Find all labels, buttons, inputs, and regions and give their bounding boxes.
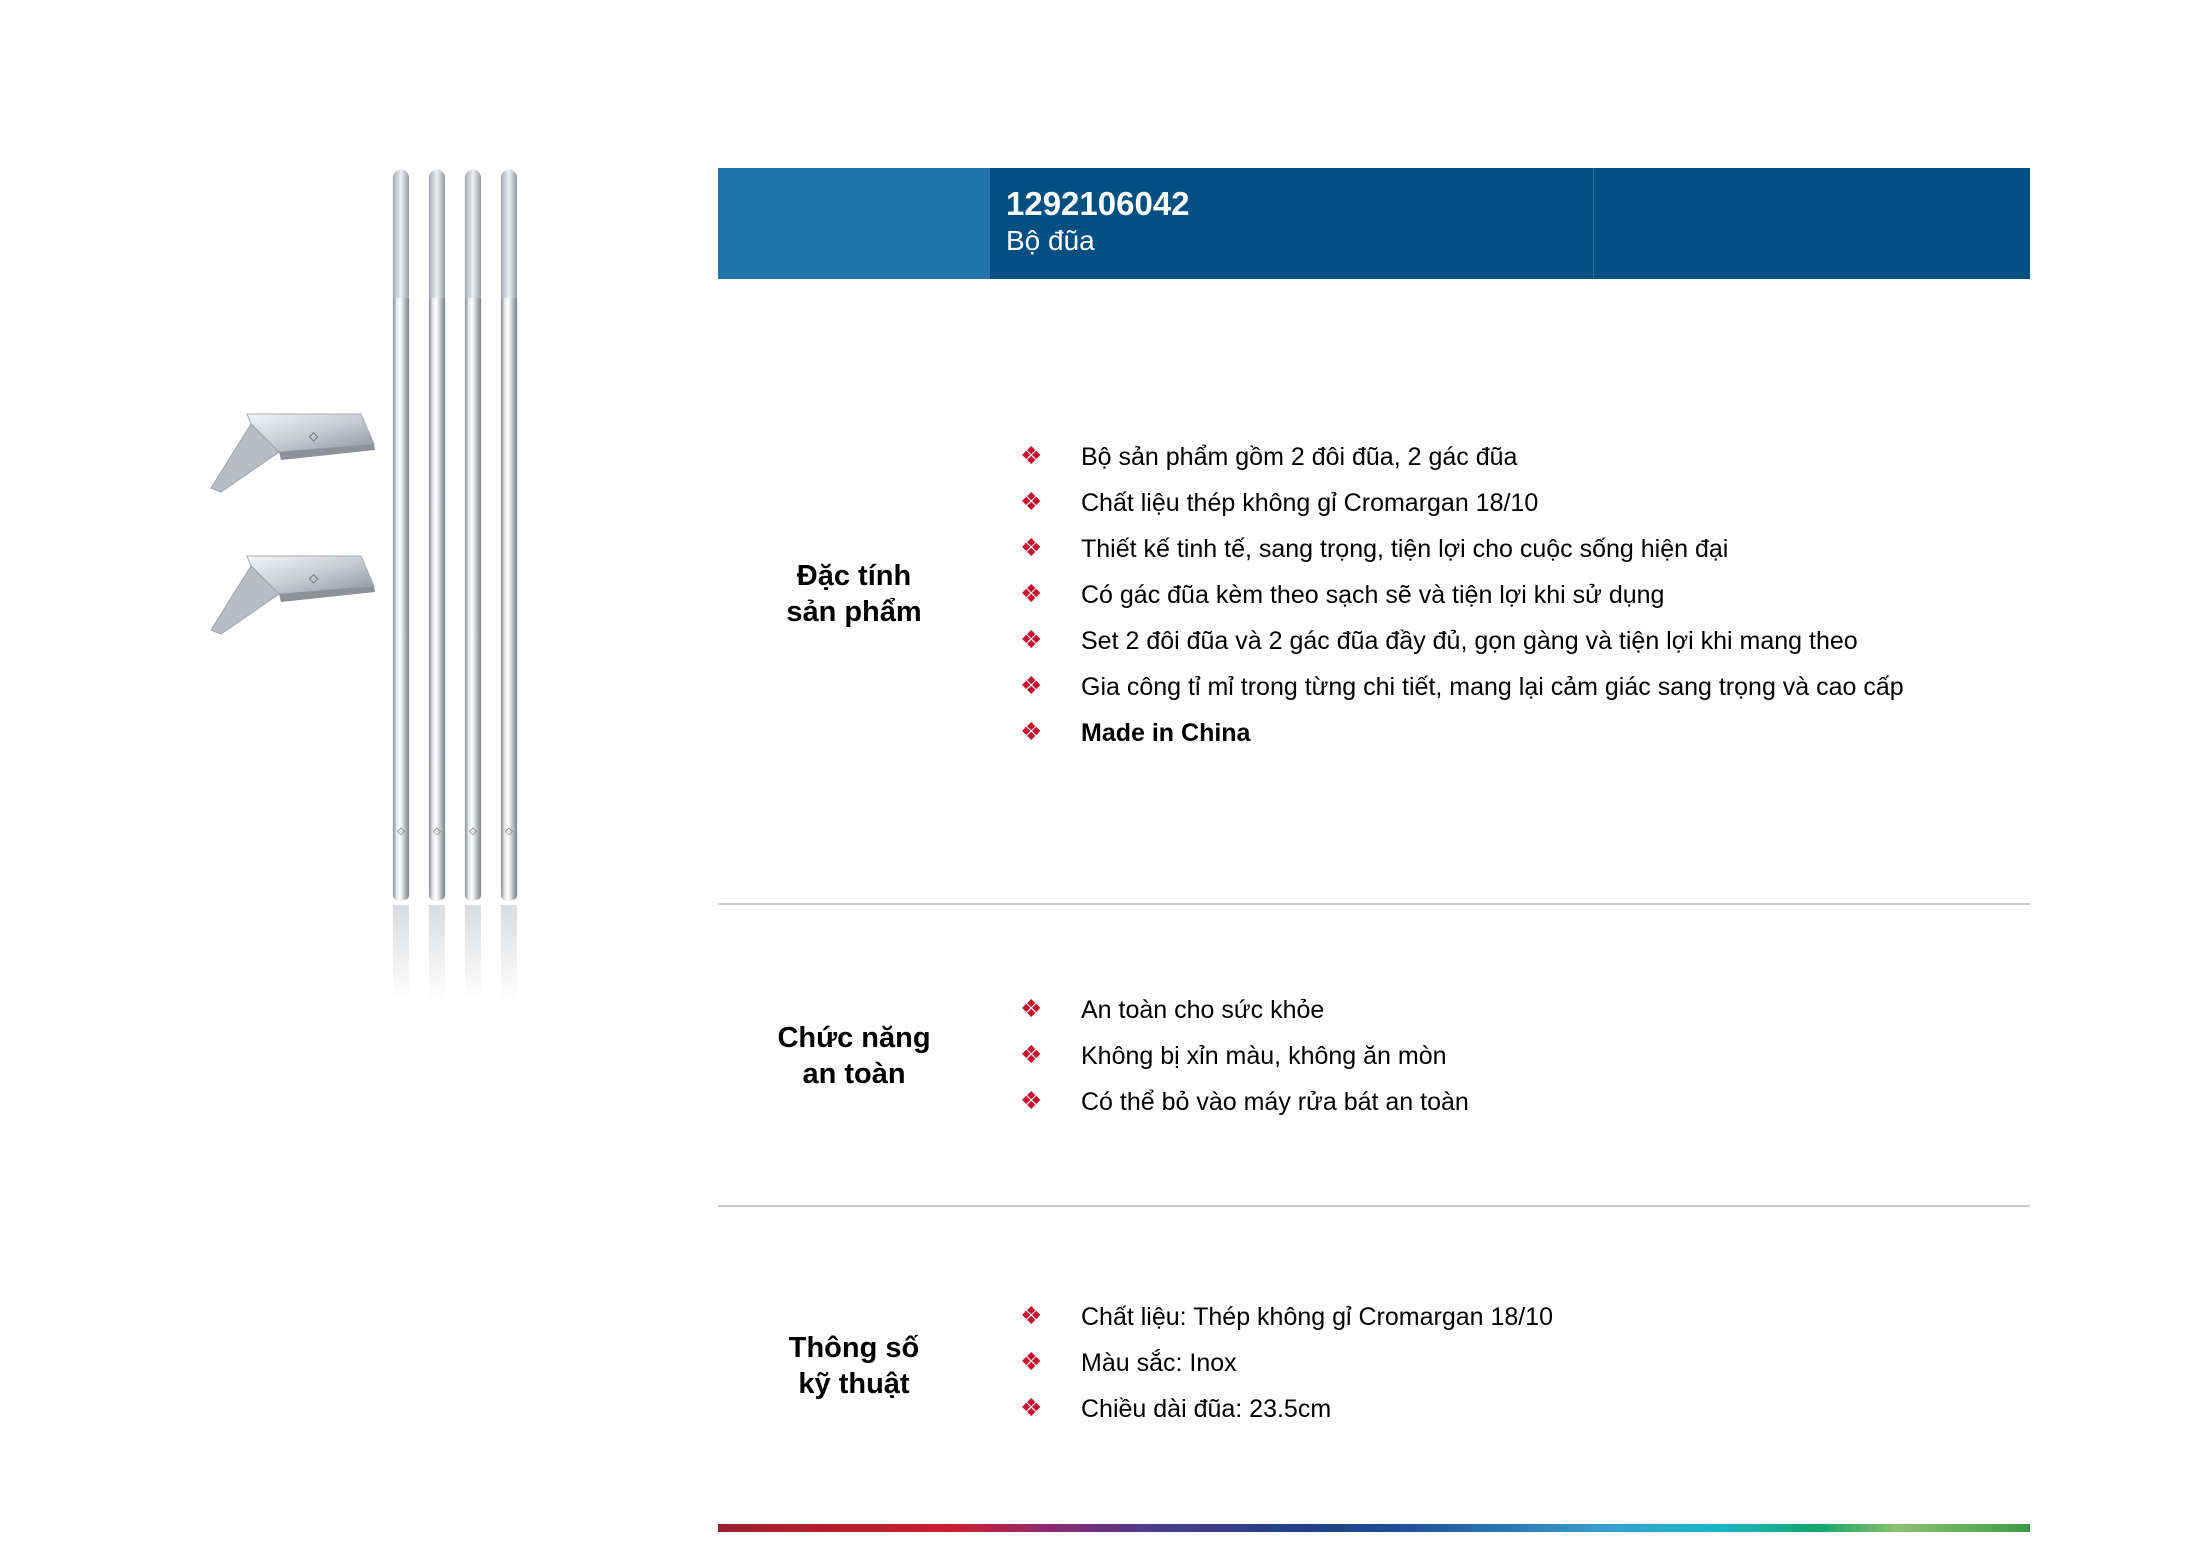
list-item: ❖ Gia công tỉ mỉ trong từng chi tiết, mang lại cảm giác sang trọng và cao cấp [1020, 672, 1904, 701]
section-title-line: an toàn [802, 1058, 906, 1090]
diamond-bullet-icon: ❖ [1020, 442, 1043, 470]
diamond-bullet-icon: ❖ [1020, 718, 1043, 746]
section-title [718, 558, 990, 630]
product-image [195, 160, 565, 1000]
diamond-bullet-icon: ❖ [1020, 580, 1043, 608]
section-title [718, 1020, 990, 1092]
chopstick [465, 170, 481, 900]
section-specifications [718, 1207, 2030, 1517]
brand-logo-icon: ◇ [469, 826, 477, 837]
header-left-cell [718, 168, 990, 279]
spec-list [1018, 1302, 1553, 1440]
diamond-bullet-icon: ❖ [1020, 672, 1043, 700]
brand-logo-icon: ◇ [433, 826, 441, 837]
section-title-line: Thông số [788, 1332, 920, 1364]
list-item: ❖ An toàn cho sức khỏe [1020, 995, 1325, 1024]
chopstick [393, 170, 409, 900]
list-item: ❖ Bộ sản phẩm gồm 2 đôi đũa, 2 gác đũa [1020, 442, 1518, 471]
list-item: ❖ Chất liệu: Thép không gỉ Cromargan 18/10 [1020, 1302, 1554, 1331]
list-item: ❖ Có thể bỏ vào máy rửa bát an toàn [1020, 1087, 1469, 1116]
list-item: ❖ Màu sắc: Inox [1020, 1348, 1237, 1377]
diamond-bullet-icon: ❖ [1020, 534, 1043, 562]
product-name: Bộ đũa [1006, 225, 1095, 256]
chopstick-rest [209, 410, 379, 510]
brand-logo-icon: ◇ [505, 826, 513, 837]
diamond-bullet-icon: ❖ [1020, 1087, 1043, 1115]
chopstick [501, 170, 517, 900]
list-item: ❖ Thiết kế tinh tế, sang trọng, tiện lợi cho cuộc sống hiện đại [1020, 534, 1729, 563]
diamond-bullet-icon: ❖ [1020, 1394, 1043, 1422]
header-title-cell [990, 168, 1594, 279]
brand-color-strip [718, 1524, 2030, 1532]
section-title-line: Đặc tính [796, 560, 912, 592]
section-title-line: kỹ thuật [798, 1368, 910, 1400]
list-item: ❖ Chiều dài đũa: 23.5cm [1020, 1394, 1332, 1423]
feature-list [1018, 442, 1904, 764]
section-title-line: sản phẩm [786, 596, 922, 628]
diamond-bullet-icon: ❖ [1020, 1041, 1043, 1069]
diamond-bullet-icon: ❖ [1020, 995, 1043, 1023]
svg-text:◇: ◇ [309, 429, 319, 443]
chopstick-rest [209, 552, 379, 652]
list-item: ❖ Made in China [1020, 718, 1251, 747]
list-item: ❖ Có gác đũa kèm theo sạch sẽ và tiện lợi khi sử dụng [1020, 580, 1665, 609]
safety-list [1018, 995, 1469, 1133]
product-code: 1292106042 [1006, 185, 1190, 222]
list-item: ❖ Chất liệu thép không gỉ Cromargan 18/10 [1020, 488, 1539, 517]
header-right-cell [1594, 168, 2030, 279]
diamond-bullet-icon: ❖ [1020, 488, 1043, 516]
brand-logo-icon: ◇ [397, 826, 405, 837]
diamond-bullet-icon: ❖ [1020, 626, 1043, 654]
section-title-line: Chức năng [777, 1022, 931, 1054]
section-title [718, 1330, 990, 1402]
diamond-bullet-icon: ❖ [1020, 1302, 1043, 1330]
section-safety [718, 905, 2030, 1205]
chopstick [429, 170, 445, 900]
list-item: ❖ Set 2 đôi đũa và 2 gác đũa đầy đủ, gọn gàng và tiện lợi khi mang theo [1020, 626, 1858, 655]
svg-text:◇: ◇ [309, 571, 319, 585]
diamond-bullet-icon: ❖ [1020, 1348, 1043, 1376]
product-header [718, 168, 2030, 279]
section-product-features [718, 280, 2030, 902]
list-item: ❖ Không bị xỉn màu, không ăn mòn [1020, 1041, 1447, 1070]
